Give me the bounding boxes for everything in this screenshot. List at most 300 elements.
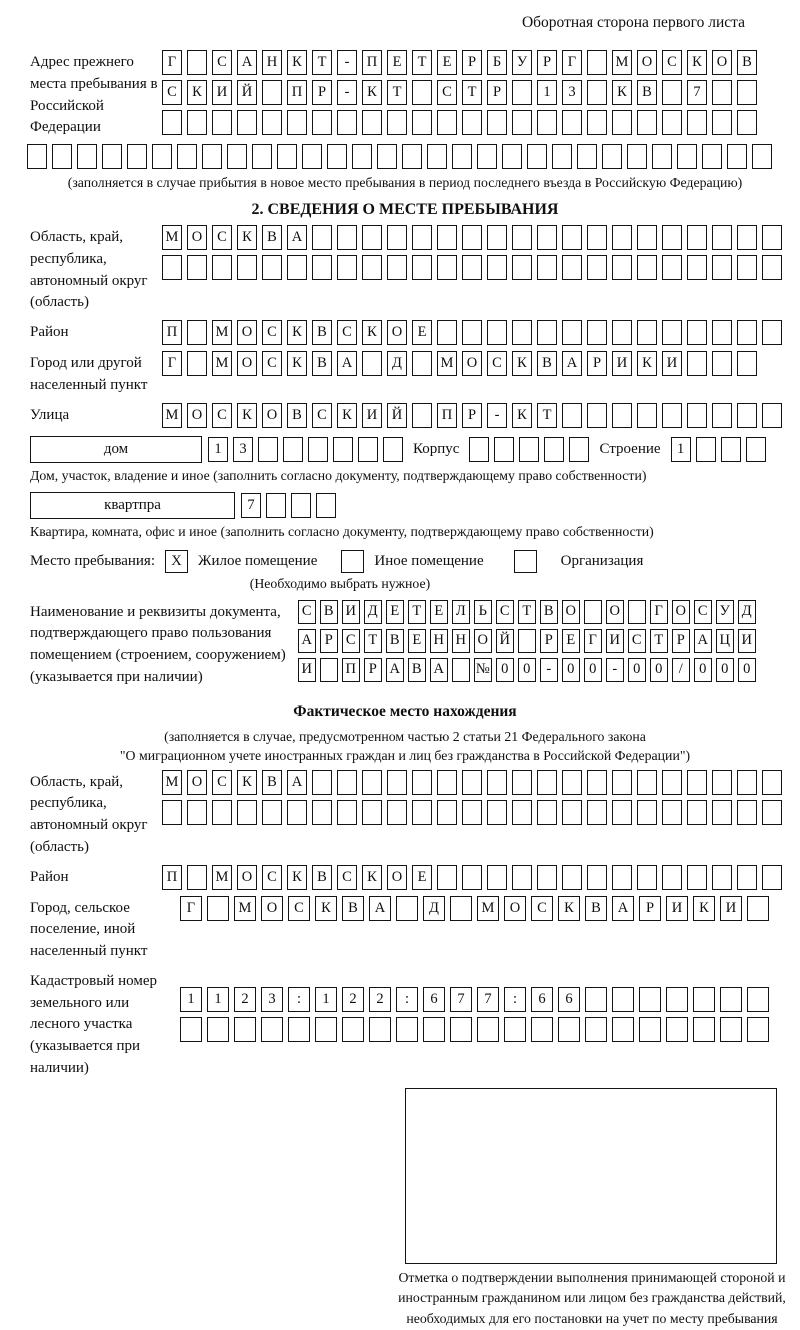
char-cell[interactable] [212,800,232,825]
char-cell[interactable] [562,800,582,825]
char-cell[interactable]: И [342,600,360,624]
char-cell[interactable] [504,1017,526,1042]
char-cell[interactable] [737,80,757,105]
char-cell[interactable] [487,255,507,280]
char-cell[interactable] [612,255,632,280]
char-cell[interactable] [462,225,482,250]
char-cell[interactable] [387,770,407,795]
char-cell[interactable] [652,144,672,169]
char-cell[interactable]: С [212,50,232,75]
char-cell[interactable] [342,1017,364,1042]
char-cell[interactable] [452,658,470,682]
char-cell[interactable]: П [287,80,307,105]
char-cell[interactable]: К [637,351,657,376]
char-cell[interactable]: К [362,320,382,345]
char-cell[interactable]: Р [537,50,557,75]
char-cell[interactable] [587,80,607,105]
char-cell[interactable] [687,110,707,135]
char-cell[interactable] [261,1017,283,1042]
char-cell[interactable]: Й [237,80,257,105]
char-cell[interactable]: Д [423,896,445,921]
char-cell[interactable] [662,255,682,280]
char-cell[interactable]: Р [320,629,338,653]
char-cell[interactable] [562,403,582,428]
char-cell[interactable]: 3 [562,80,582,105]
char-cell[interactable] [612,225,632,250]
char-cell[interactable] [333,437,353,462]
char-cell[interactable]: В [737,50,757,75]
char-cell[interactable] [437,770,457,795]
confirmation-mark-box[interactable] [405,1088,777,1264]
char-cell[interactable] [562,770,582,795]
char-cell[interactable] [712,80,732,105]
char-cell[interactable]: Д [364,600,382,624]
char-cell[interactable]: С [212,770,232,795]
stay-option-residential-checkbox[interactable]: X [165,550,188,573]
char-cell[interactable]: 0 [518,658,536,682]
char-cell[interactable]: В [287,403,307,428]
char-cell[interactable]: В [386,629,404,653]
char-cell[interactable]: О [387,320,407,345]
char-cell[interactable] [412,225,432,250]
char-cell[interactable]: А [430,658,448,682]
char-cell[interactable] [437,255,457,280]
char-cell[interactable] [412,80,432,105]
char-cell[interactable] [437,110,457,135]
char-cell[interactable]: С [628,629,646,653]
char-cell[interactable] [552,144,572,169]
char-cell[interactable]: Н [430,629,448,653]
char-cell[interactable] [587,770,607,795]
char-cell[interactable]: С [662,50,682,75]
char-cell[interactable] [587,110,607,135]
char-cell[interactable] [587,403,607,428]
char-cell[interactable] [337,225,357,250]
char-cell[interactable] [747,987,769,1012]
char-cell[interactable]: К [287,320,307,345]
char-cell[interactable] [437,865,457,890]
char-cell[interactable]: И [738,629,756,653]
char-cell[interactable] [162,800,182,825]
char-cell[interactable] [627,144,647,169]
char-cell[interactable] [737,865,757,890]
char-cell[interactable]: М [162,225,182,250]
char-cell[interactable] [462,770,482,795]
char-cell[interactable]: В [312,320,332,345]
char-cell[interactable]: Ц [716,629,734,653]
char-cell[interactable]: О [474,629,492,653]
char-cell[interactable]: Е [430,600,448,624]
char-cell[interactable] [662,110,682,135]
char-cell[interactable]: И [212,80,232,105]
char-cell[interactable] [162,255,182,280]
char-cell[interactable]: Е [437,50,457,75]
char-cell[interactable] [396,896,418,921]
char-cell[interactable]: С [337,865,357,890]
char-cell[interactable]: М [477,896,499,921]
char-cell[interactable] [712,255,732,280]
char-cell[interactable] [387,800,407,825]
char-cell[interactable] [558,1017,580,1042]
char-cell[interactable]: О [606,600,624,624]
char-cell[interactable] [562,865,582,890]
char-cell[interactable] [287,110,307,135]
char-cell[interactable]: 6 [558,987,580,1012]
char-cell[interactable]: В [537,351,557,376]
char-cell[interactable] [427,144,447,169]
char-cell[interactable]: Е [387,50,407,75]
char-cell[interactable]: 7 [241,493,261,518]
char-cell[interactable] [312,225,332,250]
char-cell[interactable] [519,437,539,462]
char-cell[interactable] [450,1017,472,1042]
char-cell[interactable]: В [312,865,332,890]
char-cell[interactable] [612,110,632,135]
char-cell[interactable] [762,225,782,250]
char-cell[interactable] [362,110,382,135]
char-cell[interactable] [237,110,257,135]
char-cell[interactable] [666,1017,688,1042]
char-cell[interactable] [562,255,582,280]
char-cell[interactable] [477,1017,499,1042]
char-cell[interactable] [437,225,457,250]
char-cell[interactable]: С [312,403,332,428]
char-cell[interactable] [662,320,682,345]
char-cell[interactable] [747,896,769,921]
char-cell[interactable] [283,437,303,462]
char-cell[interactable]: В [262,225,282,250]
char-cell[interactable] [207,896,229,921]
char-cell[interactable]: 0 [716,658,734,682]
char-cell[interactable]: В [585,896,607,921]
char-cell[interactable]: 2 [234,987,256,1012]
char-cell[interactable]: 2 [342,987,364,1012]
char-cell[interactable]: Й [496,629,514,653]
char-cell[interactable] [437,320,457,345]
char-cell[interactable]: А [298,629,316,653]
char-cell[interactable]: 1 [537,80,557,105]
char-cell[interactable]: С [531,896,553,921]
char-cell[interactable]: Р [312,80,332,105]
char-cell[interactable] [212,110,232,135]
char-cell[interactable]: К [237,770,257,795]
char-cell[interactable]: О [237,865,257,890]
char-cell[interactable]: Т [312,50,332,75]
char-cell[interactable] [637,225,657,250]
char-cell[interactable]: 7 [477,987,499,1012]
char-cell[interactable]: К [237,225,257,250]
char-cell[interactable] [712,225,732,250]
char-cell[interactable] [512,225,532,250]
char-cell[interactable]: М [234,896,256,921]
char-cell[interactable]: 0 [562,658,580,682]
char-cell[interactable]: 1 [208,437,228,462]
char-cell[interactable] [207,1017,229,1042]
char-cell[interactable]: О [187,770,207,795]
stay-option-other-checkbox[interactable] [341,550,364,573]
char-cell[interactable]: И [666,896,688,921]
char-cell[interactable]: 7 [450,987,472,1012]
char-cell[interactable] [666,987,688,1012]
char-cell[interactable] [315,1017,337,1042]
char-cell[interactable] [712,351,732,376]
char-cell[interactable]: К [558,896,580,921]
char-cell[interactable] [512,320,532,345]
char-cell[interactable] [712,403,732,428]
char-cell[interactable]: : [396,987,418,1012]
char-cell[interactable] [662,800,682,825]
char-cell[interactable]: Р [540,629,558,653]
char-cell[interactable] [462,255,482,280]
char-cell[interactable] [452,144,472,169]
char-cell[interactable]: О [562,600,580,624]
char-cell[interactable] [487,320,507,345]
stay-option-organization-checkbox[interactable] [514,550,537,573]
char-cell[interactable]: Р [639,896,661,921]
char-cell[interactable]: Т [650,629,668,653]
char-cell[interactable]: 1 [315,987,337,1012]
char-cell[interactable] [537,255,557,280]
char-cell[interactable]: 1 [207,987,229,1012]
char-cell[interactable] [337,255,357,280]
char-cell[interactable]: М [162,403,182,428]
char-cell[interactable]: О [261,896,283,921]
char-cell[interactable]: А [287,770,307,795]
char-cell[interactable] [639,1017,661,1042]
char-cell[interactable] [337,770,357,795]
char-cell[interactable]: Т [412,50,432,75]
char-cell[interactable] [252,144,272,169]
char-cell[interactable]: 0 [584,658,602,682]
char-cell[interactable] [628,600,646,624]
char-cell[interactable]: А [337,351,357,376]
char-cell[interactable] [362,800,382,825]
char-cell[interactable] [544,437,564,462]
char-cell[interactable] [687,770,707,795]
char-cell[interactable]: 0 [738,658,756,682]
char-cell[interactable] [637,865,657,890]
char-cell[interactable] [187,351,207,376]
char-cell[interactable]: Д [387,351,407,376]
char-cell[interactable]: К [362,80,382,105]
char-cell[interactable]: В [312,351,332,376]
char-cell[interactable] [637,255,657,280]
char-cell[interactable]: - [540,658,558,682]
char-cell[interactable] [562,320,582,345]
char-cell[interactable]: С [212,403,232,428]
char-cell[interactable] [127,144,147,169]
char-cell[interactable]: 7 [687,80,707,105]
char-cell[interactable] [362,770,382,795]
char-cell[interactable] [587,225,607,250]
char-cell[interactable]: 2 [369,987,391,1012]
char-cell[interactable] [693,1017,715,1042]
char-cell[interactable] [487,770,507,795]
char-cell[interactable] [187,320,207,345]
char-cell[interactable] [677,144,697,169]
char-cell[interactable] [762,800,782,825]
char-cell[interactable] [687,255,707,280]
char-cell[interactable] [412,800,432,825]
char-cell[interactable]: И [362,403,382,428]
char-cell[interactable] [308,437,328,462]
char-cell[interactable]: П [437,403,457,428]
char-cell[interactable]: В [540,600,558,624]
char-cell[interactable]: К [687,50,707,75]
char-cell[interactable] [487,865,507,890]
char-cell[interactable]: Р [672,629,690,653]
char-cell[interactable]: А [612,896,634,921]
char-cell[interactable]: - [337,80,357,105]
char-cell[interactable]: А [369,896,391,921]
char-cell[interactable] [462,800,482,825]
char-cell[interactable]: М [437,351,457,376]
char-cell[interactable]: Г [180,896,202,921]
char-cell[interactable] [537,770,557,795]
char-cell[interactable] [262,255,282,280]
char-cell[interactable]: 1 [180,987,202,1012]
char-cell[interactable]: К [287,865,307,890]
char-cell[interactable]: М [212,320,232,345]
char-cell[interactable] [202,144,222,169]
char-cell[interactable]: 6 [531,987,553,1012]
char-cell[interactable] [234,1017,256,1042]
char-cell[interactable] [469,437,489,462]
char-cell[interactable] [687,403,707,428]
char-cell[interactable] [227,144,247,169]
char-cell[interactable] [531,1017,553,1042]
char-cell[interactable]: К [693,896,715,921]
char-cell[interactable]: : [288,987,310,1012]
char-cell[interactable]: К [287,351,307,376]
char-cell[interactable] [412,770,432,795]
char-cell[interactable] [487,110,507,135]
char-cell[interactable] [762,255,782,280]
char-cell[interactable]: С [212,225,232,250]
char-cell[interactable] [291,493,311,518]
char-cell[interactable] [512,80,532,105]
char-cell[interactable]: К [287,50,307,75]
char-cell[interactable]: К [362,865,382,890]
char-cell[interactable]: В [262,770,282,795]
char-cell[interactable] [747,1017,769,1042]
char-cell[interactable]: В [408,658,426,682]
char-cell[interactable]: К [337,403,357,428]
char-cell[interactable] [518,629,536,653]
char-cell[interactable] [266,493,286,518]
char-cell[interactable]: № [474,658,492,682]
char-cell[interactable] [637,320,657,345]
char-cell[interactable] [537,225,557,250]
char-cell[interactable] [693,987,715,1012]
char-cell[interactable]: Т [387,80,407,105]
char-cell[interactable] [412,110,432,135]
char-cell[interactable] [577,144,597,169]
char-cell[interactable] [687,351,707,376]
char-cell[interactable]: К [612,80,632,105]
char-cell[interactable]: С [288,896,310,921]
char-cell[interactable] [412,255,432,280]
char-cell[interactable]: В [320,600,338,624]
char-cell[interactable] [212,255,232,280]
char-cell[interactable] [277,144,297,169]
char-cell[interactable]: Ь [474,600,492,624]
char-cell[interactable] [316,493,336,518]
char-cell[interactable] [687,320,707,345]
char-cell[interactable]: П [162,865,182,890]
char-cell[interactable]: О [504,896,526,921]
char-cell[interactable]: 3 [233,437,253,462]
char-cell[interactable]: И [720,896,742,921]
char-cell[interactable] [537,320,557,345]
char-cell[interactable] [152,144,172,169]
char-cell[interactable] [537,865,557,890]
char-cell[interactable]: С [262,320,282,345]
char-cell[interactable]: С [496,600,514,624]
char-cell[interactable]: Е [562,629,580,653]
char-cell[interactable] [262,110,282,135]
char-cell[interactable]: О [187,403,207,428]
char-cell[interactable] [402,144,422,169]
char-cell[interactable] [180,1017,202,1042]
char-cell[interactable] [737,110,757,135]
char-cell[interactable] [327,144,347,169]
char-cell[interactable] [602,144,622,169]
char-cell[interactable] [687,800,707,825]
char-cell[interactable]: И [662,351,682,376]
char-cell[interactable]: Г [162,351,182,376]
char-cell[interactable] [612,987,634,1012]
char-cell[interactable] [612,320,632,345]
char-cell[interactable] [494,437,514,462]
char-cell[interactable]: С [437,80,457,105]
char-cell[interactable] [662,865,682,890]
char-cell[interactable] [477,144,497,169]
char-cell[interactable]: Д [738,600,756,624]
char-cell[interactable] [177,144,197,169]
char-cell[interactable] [585,987,607,1012]
char-cell[interactable] [52,144,72,169]
char-cell[interactable]: - [337,50,357,75]
char-cell[interactable]: В [342,896,364,921]
char-cell[interactable]: Е [386,600,404,624]
char-cell[interactable] [512,255,532,280]
char-cell[interactable]: С [487,351,507,376]
char-cell[interactable] [637,403,657,428]
char-cell[interactable]: С [262,351,282,376]
char-cell[interactable] [696,437,716,462]
char-cell[interactable] [527,144,547,169]
char-cell[interactable] [387,255,407,280]
char-cell[interactable]: С [162,80,182,105]
char-cell[interactable] [662,770,682,795]
char-cell[interactable] [737,320,757,345]
char-cell[interactable] [396,1017,418,1042]
char-cell[interactable]: М [162,770,182,795]
char-cell[interactable]: Т [364,629,382,653]
char-cell[interactable]: Т [537,403,557,428]
char-cell[interactable]: К [512,351,532,376]
char-cell[interactable] [302,144,322,169]
char-cell[interactable] [737,800,757,825]
char-cell[interactable] [737,770,757,795]
char-cell[interactable] [587,800,607,825]
char-cell[interactable] [639,987,661,1012]
char-cell[interactable]: В [637,80,657,105]
char-cell[interactable] [587,320,607,345]
char-cell[interactable] [437,800,457,825]
char-cell[interactable]: - [487,403,507,428]
